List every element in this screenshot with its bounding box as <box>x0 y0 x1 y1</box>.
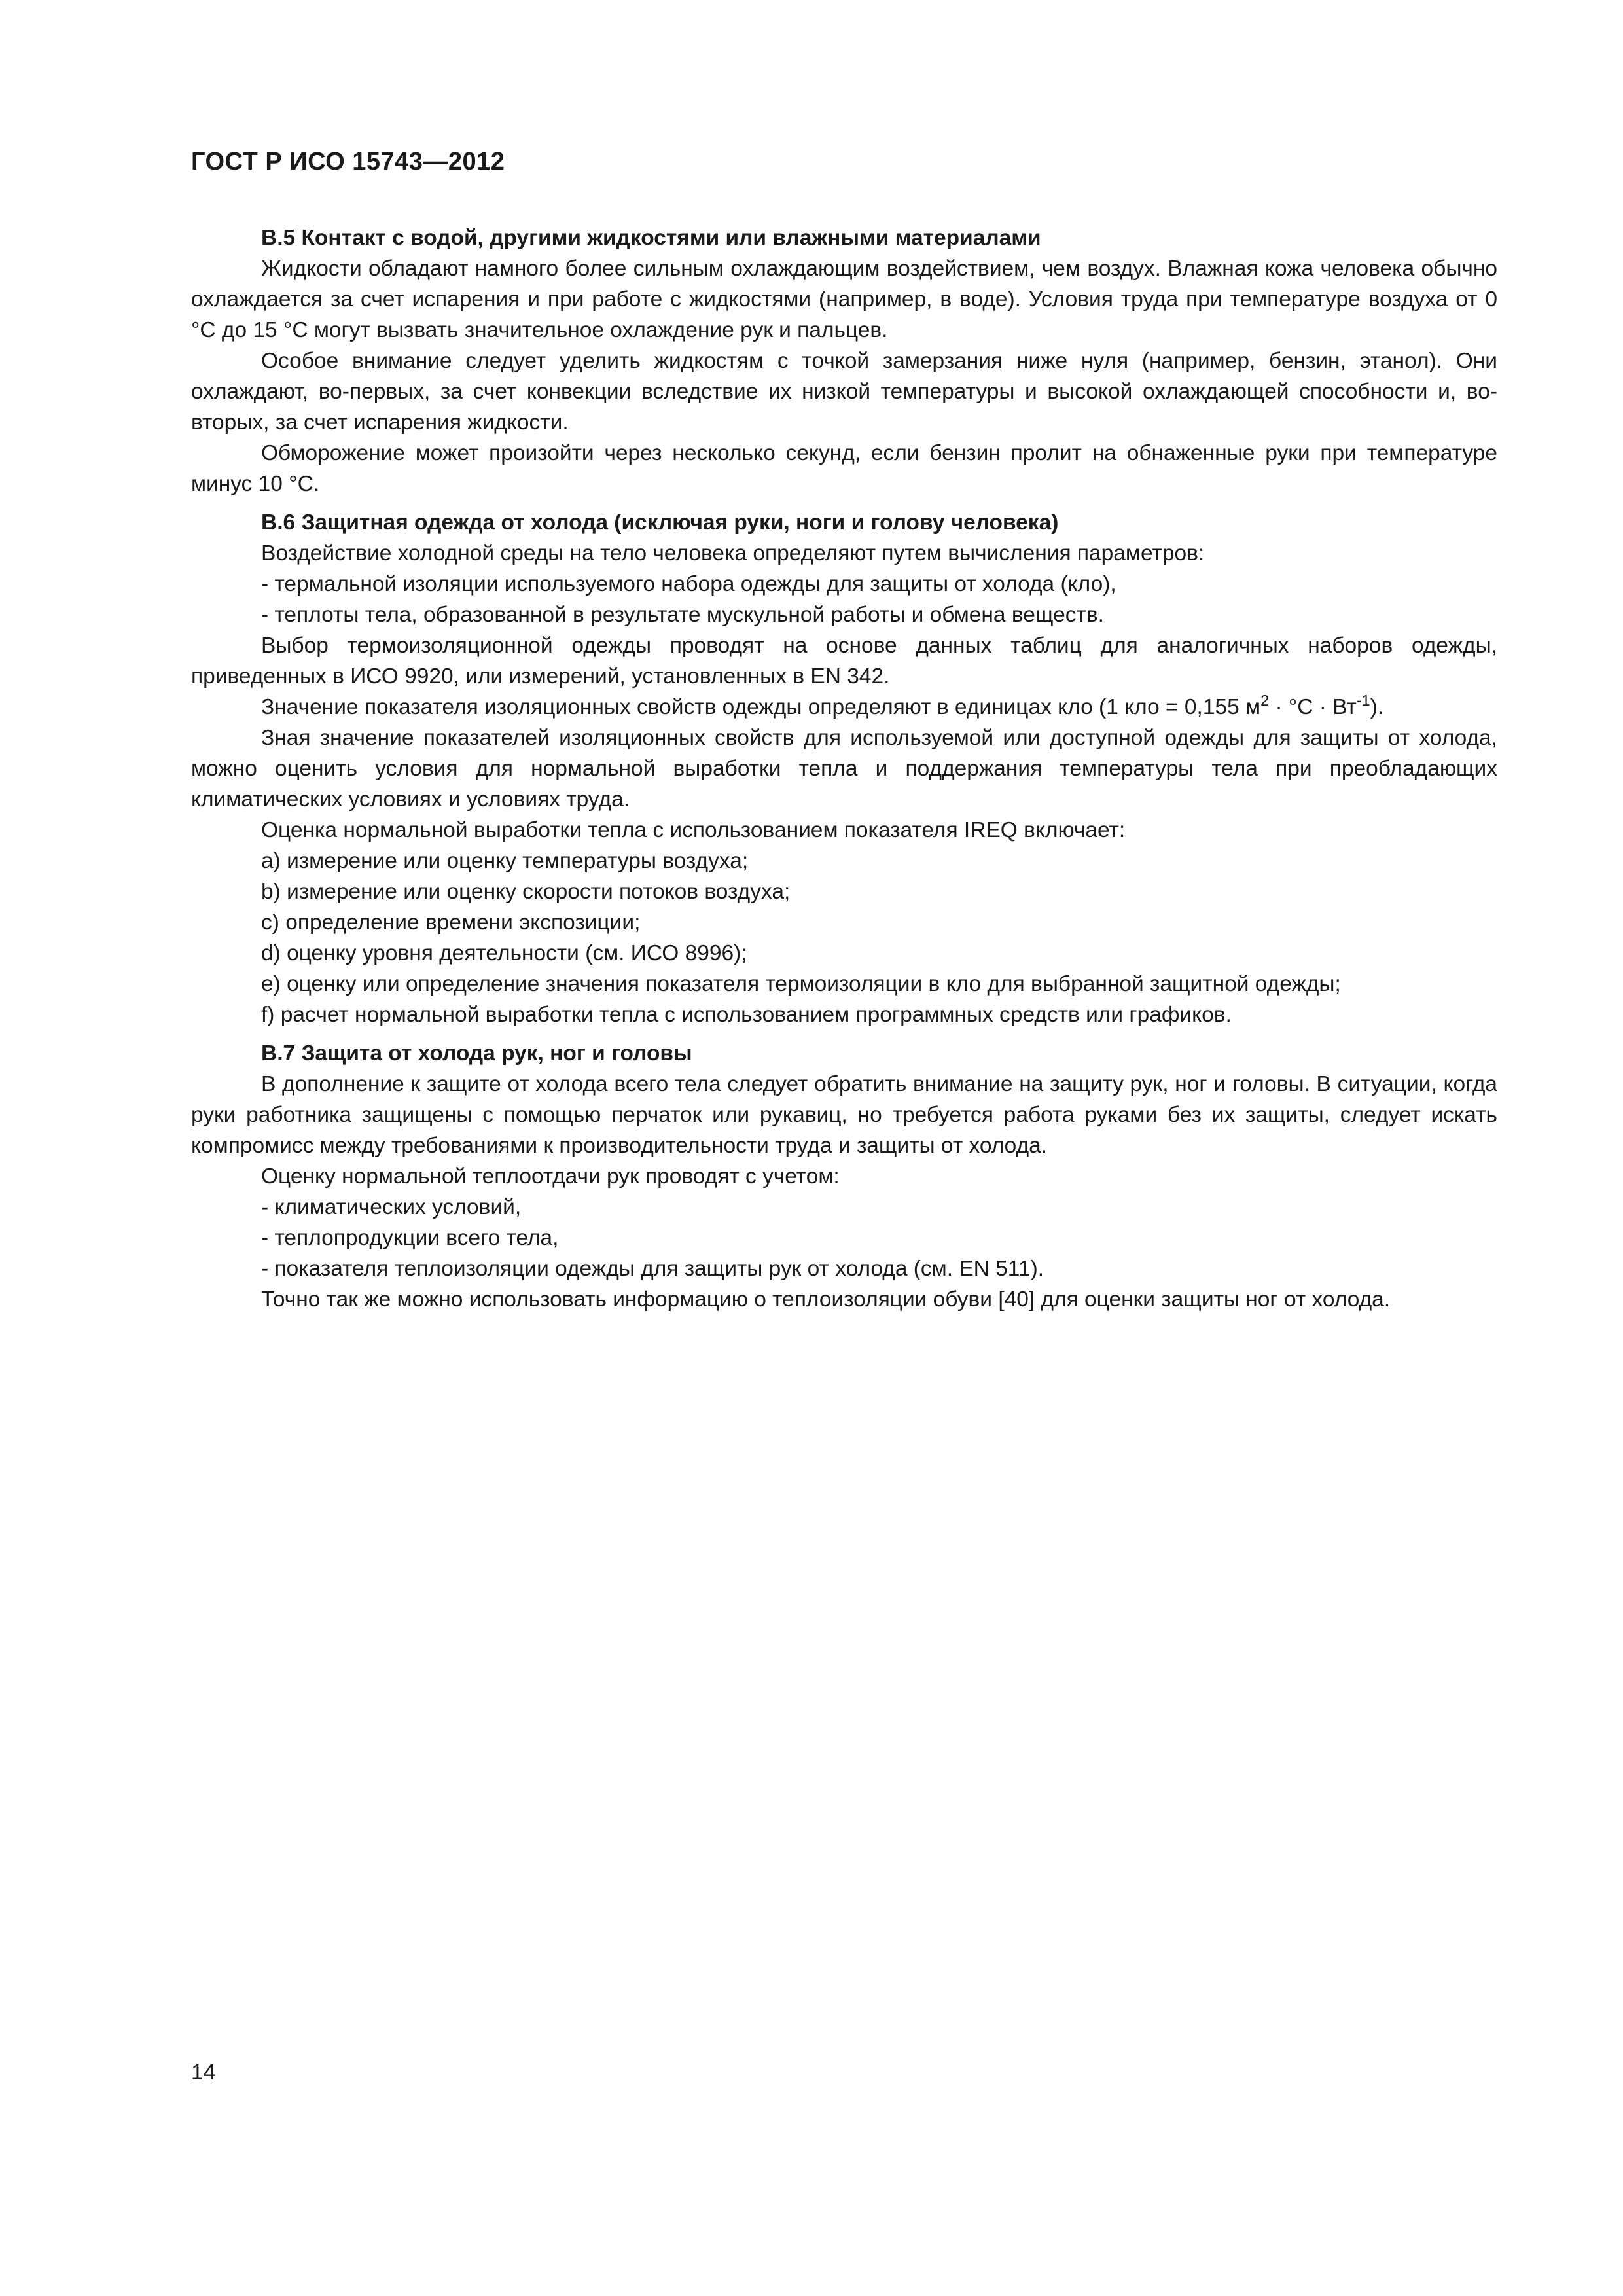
section-b5-paragraph-3: Обморожение может произойти через несколько секунд, если бензин пролит на обнаженные руки при температуре минус 10 °С. <box>191 441 1497 496</box>
section-b7-paragraph-2: Оценку нормальной теплоотдачи рук проводят с учетом: <box>261 1164 840 1189</box>
section-b6-dash-item-2: - теплоты тела, образованной в результате мускульной работы и обмена веществ. <box>261 603 1104 627</box>
section-b7-dash-item-1: - климатических условий, <box>261 1195 522 1219</box>
section-b6-dash-item-1: - термальной изоляции используемого набора одежды для защиты от холода (кло), <box>261 572 1116 596</box>
superscript-square: 2 <box>1260 692 1270 709</box>
page-number: 14 <box>191 2060 216 2085</box>
section-b6-paragraph-5: Оценка нормальной выработки тепла с использованием показателя IREQ включает: <box>261 818 1126 842</box>
section-b6-paragraph-4: Зная значение показателей изоляционных свойств для используемой или доступной одежды для защиты от холода, можно оценить условия для нормальной выработки тепла и поддержания температуры тела при преобладающих климатических условиях и условиях труда. <box>191 726 1497 812</box>
section-b6-paragraph-3 <box>191 692 1497 723</box>
superscript-minus-one: -1 <box>1356 692 1370 709</box>
section-b6-paragraph-1: Воздействие холодной среды на тело человека определяют путем вычисления параметров: <box>261 541 1205 565</box>
page-content <box>191 223 1497 1315</box>
section-b6-list-item-c: c) определение времени экспозиции; <box>261 910 641 935</box>
section-b6-list-item-e: e) оценку или определение значения показателя термоизоляции в кло для выбранной защитной одежды; <box>261 972 1341 996</box>
clo-definition-end: ). <box>1370 695 1384 719</box>
section-b6-list-item-d: d) оценку уровня деятельности (см. ИСО 8996); <box>261 941 747 965</box>
section-b5-paragraph-1: Жидкости обладают намного более сильным охлаждающим воздействием, чем воздух. Влажная кожа человека обычно охлаждается за счет испарения и при работе с жидкостями (например, в воде). Условия труда при температуре воздуха от 0 °С до 15 °С могут вызвать значительное охлаждение рук и пальцев. <box>191 257 1497 342</box>
section-b6-list-item-f: f) расчет нормальной выработки тепла с использованием программных средств или графиков. <box>261 1003 1232 1027</box>
section-b6-list-item-b: b) измерение или оценку скорости потоков воздуха; <box>261 880 791 904</box>
section-b6-heading: В.6 Защитная одежда от холода (исключая руки, ноги и голову человека) <box>261 511 1059 535</box>
section-b7-dash-item-2: - теплопродукции всего тела, <box>261 1226 559 1250</box>
section-b7-paragraph-3: Точно так же можно использовать информацию о теплоизоляции обуви [40] для оценки защиты ног от холода. <box>261 1287 1391 1312</box>
section-b7-heading: В.7 Защита от холода рук, ног и головы <box>261 1041 692 1066</box>
section-b7-dash-item-3: - показателя теплоизоляции одежды для защиты рук от холода (см. EN 511). <box>261 1257 1044 1281</box>
section-b5-paragraph-2: Особое внимание следует уделить жидкостям с точкой замерзания ниже нуля (например, бензин, этанол). Они охлаждают, во-первых, за счет конвекции вследствие их низкой температуры и высокой охлаждающей способности и, во-вторых, за счет испарения жидкости. <box>191 349 1497 435</box>
document-header-id: ГОСТ Р ИСО 15743—2012 <box>191 148 505 175</box>
clo-units-text: · °С · Вт <box>1269 695 1357 719</box>
section-b6-paragraph-2: Выбор термоизоляционной одежды проводят на основе данных таблиц для аналогичных наборов одежды, приведенных в ИСО 9920, или измерений, установленных в EN 342. <box>191 634 1497 689</box>
section-b7-paragraph-1: В дополнение к защите от холода всего тела следует обратить внимание на защиту рук, ног и головы. В ситуации, когда руки работника защищены с помощью перчаток или рукавиц, но требуется работа руками без их защиты, следует искать компромисс между требованиями к производительности труда и защиты от холода. <box>191 1072 1497 1158</box>
clo-definition-text: Значение показателя изоляционных свойств одежды определяют в единицах кло (1 кло = 0,155 м <box>261 695 1261 719</box>
section-b5-heading: В.5 Контакт с водой, другими жидкостями или влажными материалами <box>261 226 1041 250</box>
section-b6-list-item-a: a) измерение или оценку температуры воздуха; <box>261 849 749 873</box>
